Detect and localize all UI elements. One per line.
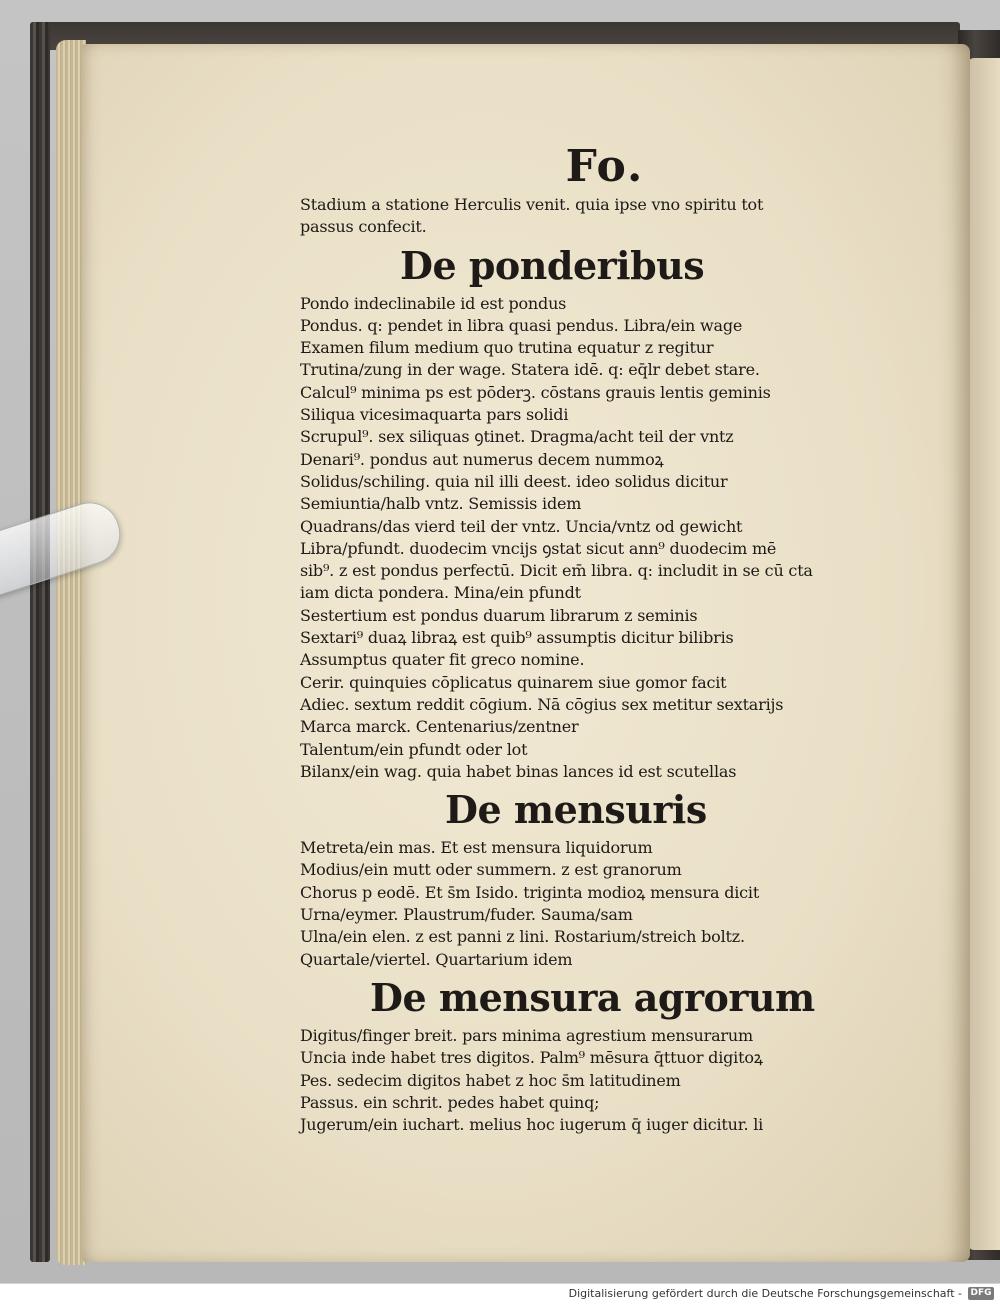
text-line: Calcul⁹ minima ps est pōderꝫ. cōstans grauis lentis geminis xyxy=(300,382,771,402)
text-line: Marca marck. Centenarius/zentner xyxy=(300,717,579,737)
text-line: Examen filum medium quo trutina equatur z regitur xyxy=(300,338,714,358)
text-line: Cerir. quinquies cōplicatus quinarem siue gomor facit xyxy=(300,672,727,692)
text-line: Quartale/viertel. Quartarium idem xyxy=(300,949,573,969)
text-line: Trutina/zung in der wage. Statera idē. q: eq̄lr debet stare. xyxy=(300,360,760,380)
section-body-mensura-agrorum xyxy=(300,1025,890,1136)
text-line: Modius/ein mutt oder summern. z est granorum xyxy=(300,860,682,880)
dfg-logo-icon: DFG xyxy=(968,1287,994,1300)
facing-page-edge xyxy=(968,58,1000,1250)
section-heading-ponderibus: De ponderibus xyxy=(400,242,705,288)
text-line: Chorus p eodē. Et s̄m Isido. triginta modioꝝ mensura dicit xyxy=(300,882,760,902)
text-line: Bilanx/ein wag. quia habet binas lances id est scutellas xyxy=(300,761,737,781)
text-line: Libra/pfundt. duodecim vncijs ꝯstat sicut ann⁹ duodecim mē xyxy=(300,538,777,558)
text-line: Jugerum/ein iuchart. melius hoc iugerum q̄ iuger dicitur. li xyxy=(300,1115,764,1135)
text-line: Sextari⁹ duaꝝ libraꝝ est quib⁹ assumptis dicitur bilibris xyxy=(300,628,734,648)
text-line: Uncia inde habet tres digitos. Palm⁹ mēsura q̄ttuor digitoꝝ xyxy=(300,1048,763,1068)
text-line: Siliqua vicesimaquarta pars solidi xyxy=(300,405,569,425)
text-line: Denari⁹. pondus aut numerus decem nummoꝝ xyxy=(300,449,664,469)
text-line: Digitus/finger breit. pars minima agrestium mensurarum xyxy=(300,1025,753,1045)
section-heading-mensura-agrorum: De mensura agrorum xyxy=(370,974,815,1020)
footer-credit: Digitalisierung gefördert durch die Deutsche Forschungsgemeinschaft - xyxy=(568,1287,962,1300)
text-line: passus confecit. xyxy=(300,217,427,237)
text-line: Talentum/ein pfundt oder lot xyxy=(300,739,528,759)
text-line: Pondo indeclinabile id est pondus xyxy=(300,293,567,313)
text-line: Stadium a statione Herculis venit. quia ipse vno spiritu tot xyxy=(300,195,764,214)
section-body-ponderibus xyxy=(300,293,890,784)
intro-paragraph xyxy=(300,194,890,239)
text-line: Sestertium est pondus duarum librarum z seminis xyxy=(300,605,698,625)
text-line: Quadrans/das vierd teil der vntz. Uncia/vntz od gewicht xyxy=(300,516,743,536)
text-line: Pondus. q: pendet in libra quasi pendus. Libra/ein wage xyxy=(300,315,743,335)
page-text-block xyxy=(300,140,890,1136)
text-line: Urna/eymer. Plaustrum/fuder. Sauma/sam xyxy=(300,905,633,925)
text-line: Pes. sedecim digitos habet z hoc s̄m latitudinem xyxy=(300,1070,681,1090)
section-body-mensuris xyxy=(300,837,890,971)
text-line: Solidus/schiling. quia nil illi deest. ideo solidus dicitur xyxy=(300,471,728,491)
text-line: Assumptus quater fit greco nomine. xyxy=(300,650,585,670)
text-line: iam dicta pondera. Mina/ein pfundt xyxy=(300,583,581,603)
text-line: Passus. ein schrit. pedes habet quinq; xyxy=(300,1092,600,1112)
text-line: Metreta/ein mas. Et est mensura liquidorum xyxy=(300,838,653,858)
text-line: Ulna/ein elen. z est panni z lini. Rostarium/streich boltz. xyxy=(300,927,745,947)
text-line: Scrupul⁹. sex siliquas ꝯtinet. Dragma/acht teil der vntz xyxy=(300,427,734,447)
section-heading-mensuris: De mensuris xyxy=(445,787,707,833)
text-line: Adiec. sextum reddit cōgium. Nā cōgius sex metitur sextarijs xyxy=(300,694,784,714)
text-line: Semiuntia/halb vntz. Semissis idem xyxy=(300,494,582,514)
running-header: Fo. xyxy=(565,141,645,192)
text-line: sib⁹. z est pondus perfectū. Dicit em̄ libra. q: includit in se cū cta xyxy=(300,561,813,581)
book-cover-left xyxy=(30,22,50,1262)
footer-bar xyxy=(0,1283,1000,1304)
